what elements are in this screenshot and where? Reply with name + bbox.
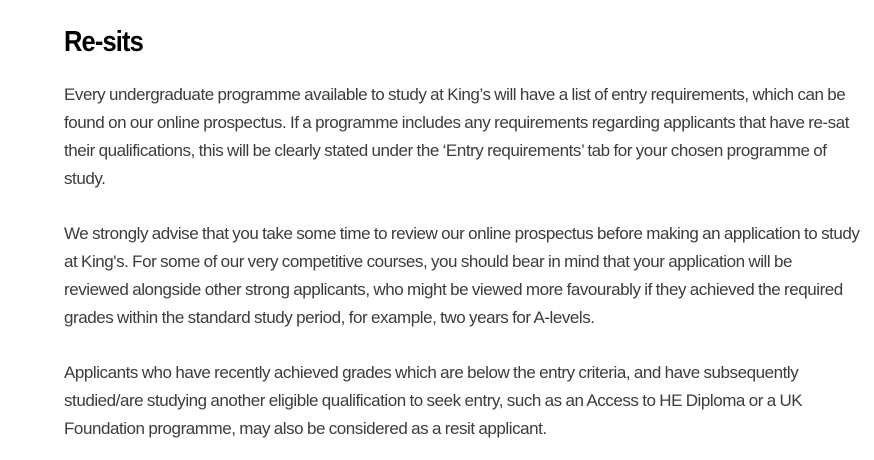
resit-applicants-paragraph: Applicants who have recently achieved grades which are below the entry criteria, and have subsequently studied/are studying another eligible qualification to seek entry, such as an Access to HE Diploma or a UK Foundation programme, may also be considered as a resit applicant.: [64, 363, 803, 438]
resits-section: [64, 22, 860, 443]
entry-requirements-paragraph: Every undergraduate programme available to study at King’s will have a list of entry requirements, which can be found on our online prospectus. If a programme includes any requirements regarding applicants that have re-sat their qualifications, this will be clearly stated under the ‘Entry requirements’ tab for your chosen programme of study.: [64, 85, 849, 188]
section-heading: Re-sits: [64, 26, 143, 58]
advice-paragraph: We strongly advise that you take some time to review our online prospectus before making an application to study at King's. For some of our very competitive courses, you should bear in mind that your application will be reviewed alongside other strong applicants, who might be viewed more favourably if they achieved the required grades within the standard study period, for example, two years for A-levels.: [64, 224, 860, 327]
